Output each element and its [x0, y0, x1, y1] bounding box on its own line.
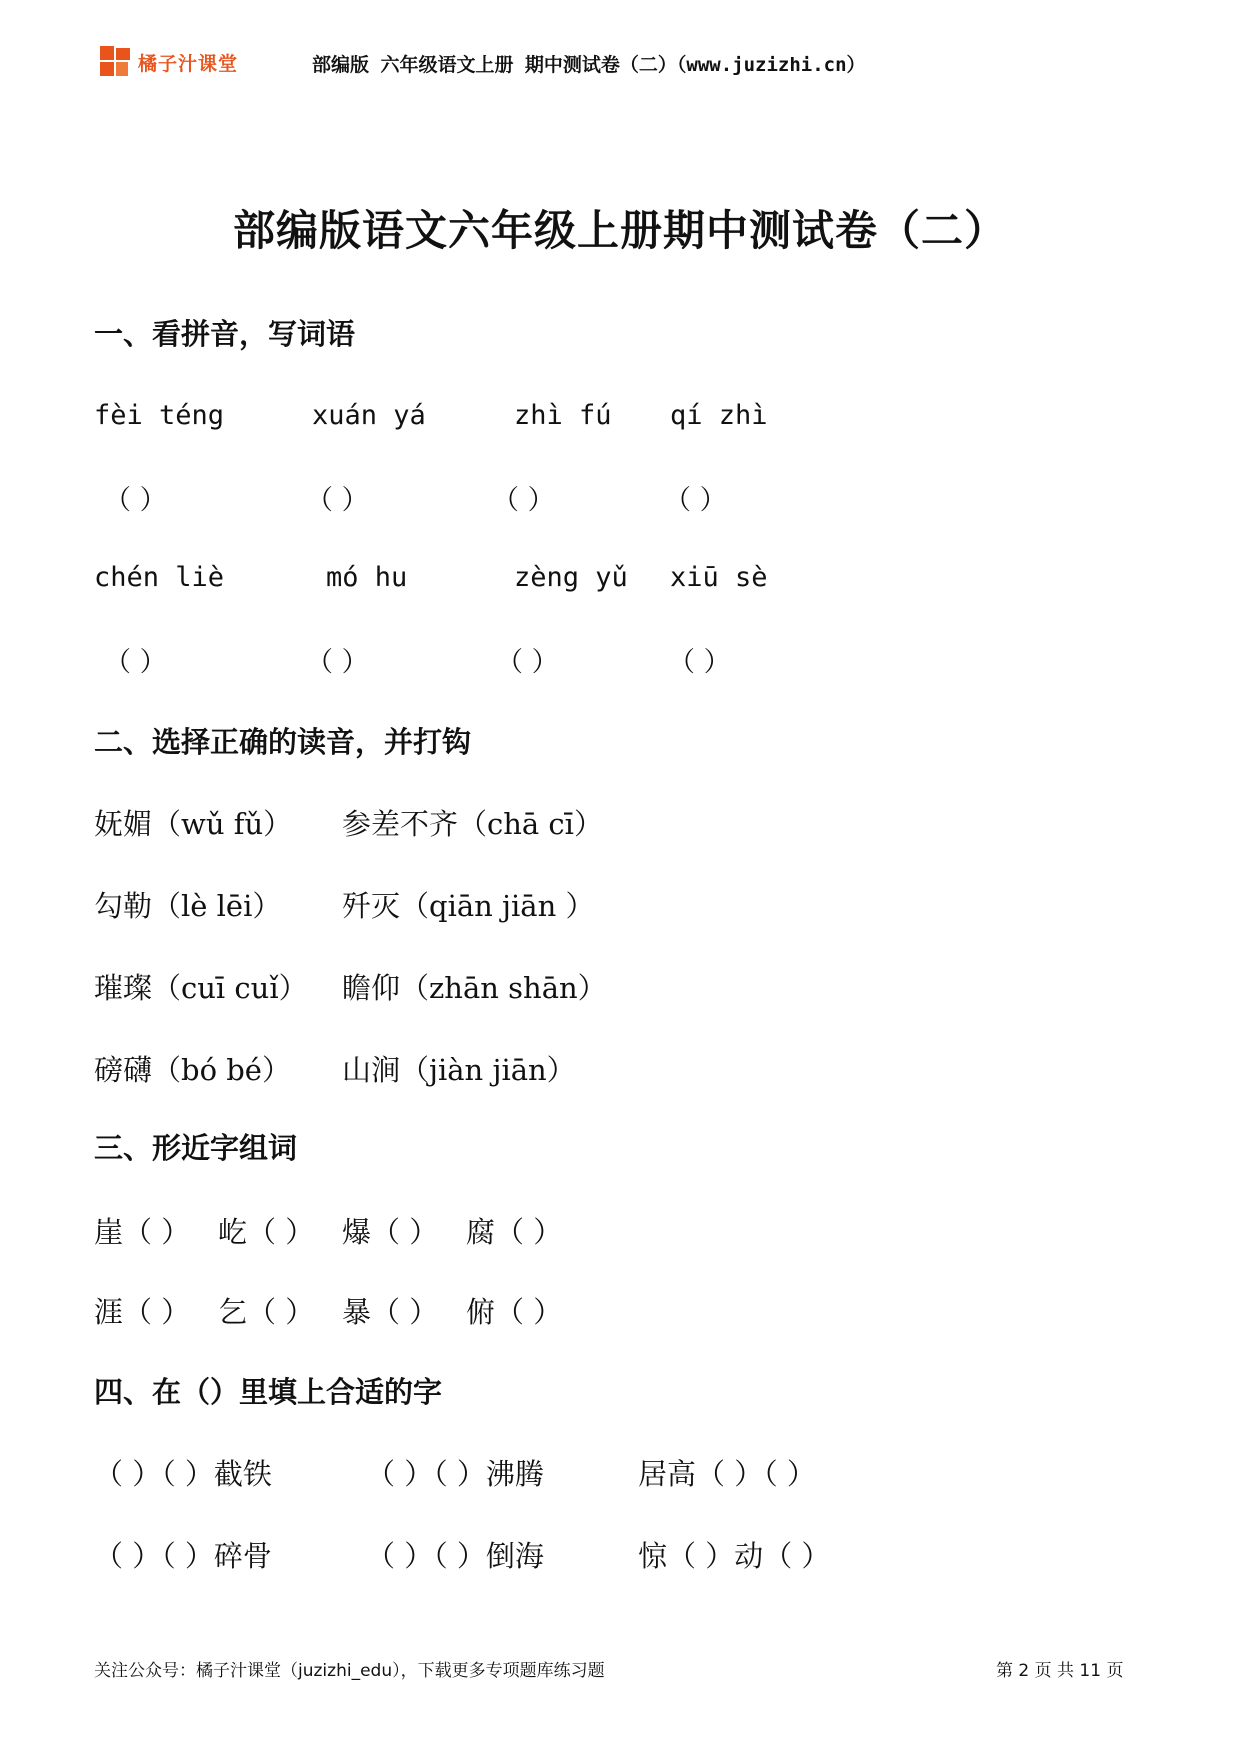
- section-4-heading: 四、在（）里填上合适的字: [94, 1375, 443, 1409]
- footer-note: 关注公众号：橘子汁课堂（juzizhi_edu），下载更多专项题库练习题: [94, 1661, 605, 1681]
- reading-choice[interactable]: 歼灭（qiān jiān ）: [342, 889, 595, 923]
- answer-blank[interactable]: （ ）: [306, 647, 369, 678]
- logo-text: 橘子汁课堂: [138, 52, 239, 75]
- answer-blank[interactable]: （ ）: [496, 647, 559, 678]
- page-number: 第 2 页 共 11 页: [996, 1661, 1124, 1681]
- answer-blank[interactable]: （ ）: [104, 647, 167, 678]
- word-blank[interactable]: 暴（ ）: [342, 1295, 439, 1329]
- reading-choice[interactable]: 妩媚（wǔ fǔ）: [94, 807, 293, 841]
- word-blank[interactable]: 俯（ ）: [466, 1295, 563, 1329]
- brand-logo: [100, 46, 238, 78]
- word-blank[interactable]: 腐（ ）: [466, 1215, 563, 1249]
- reading-choice[interactable]: 勾勒（lè lēi）: [94, 889, 282, 923]
- idiom-blank[interactable]: （ ）（ ）截铁: [94, 1457, 272, 1491]
- word-blank[interactable]: 崖（ ）: [94, 1215, 191, 1249]
- header-title: 部编版 六年级语文上册 期中测试卷（二）（www.juzizhi.cn）: [312, 54, 866, 76]
- pinyin-item: xiū sè: [670, 562, 768, 593]
- page-title: 部编版语文六年级上册期中测试卷（二）: [232, 206, 1007, 255]
- answer-blank[interactable]: （ ）: [104, 485, 167, 516]
- idiom-blank[interactable]: 居高（ ）（ ）: [638, 1457, 816, 1491]
- reading-choice[interactable]: 璀璨（cuī cuǐ）: [94, 971, 308, 1005]
- word-blank[interactable]: 屹（ ）: [218, 1215, 315, 1249]
- logo-icon: [100, 46, 132, 78]
- answer-blank[interactable]: （ ）: [492, 485, 555, 516]
- word-blank[interactable]: 乞（ ）: [218, 1295, 315, 1329]
- pinyin-item: mó hu: [326, 562, 408, 593]
- section-2-heading: 二、选择正确的读音，并打钩: [94, 725, 472, 759]
- pinyin-item: zhì fú: [514, 400, 612, 431]
- section-1-heading: 一、看拼音，写词语: [94, 317, 356, 351]
- pinyin-item: fèi téng: [94, 400, 225, 431]
- idiom-blank[interactable]: （ ）（ ）倒海: [366, 1539, 544, 1573]
- answer-blank[interactable]: （ ）: [664, 485, 727, 516]
- reading-choice[interactable]: 磅礴（bó bé）: [94, 1053, 291, 1087]
- pinyin-item: zèng yǔ: [514, 562, 628, 593]
- word-blank[interactable]: 涯（ ）: [94, 1295, 191, 1329]
- section-3-heading: 三、形近字组词: [94, 1131, 298, 1165]
- idiom-blank[interactable]: （ ）（ ）沸腾: [366, 1457, 544, 1491]
- pinyin-item: qí zhì: [670, 400, 768, 431]
- pinyin-item: chén liè: [94, 562, 225, 593]
- reading-choice[interactable]: 山涧（jiàn jiān）: [342, 1053, 576, 1087]
- reading-choice[interactable]: 参差不齐（chā cī）: [342, 807, 603, 841]
- page-header: [0, 0, 1240, 110]
- pinyin-item: xuán yá: [312, 400, 426, 431]
- word-blank[interactable]: 爆（ ）: [342, 1215, 439, 1249]
- idiom-blank[interactable]: 惊（ ）动（ ）: [638, 1539, 831, 1573]
- idiom-blank[interactable]: （ ）（ ）碎骨: [94, 1539, 272, 1573]
- answer-blank[interactable]: （ ）: [668, 647, 731, 678]
- reading-choice[interactable]: 瞻仰（zhān shān）: [342, 971, 607, 1005]
- answer-blank[interactable]: （ ）: [306, 485, 369, 516]
